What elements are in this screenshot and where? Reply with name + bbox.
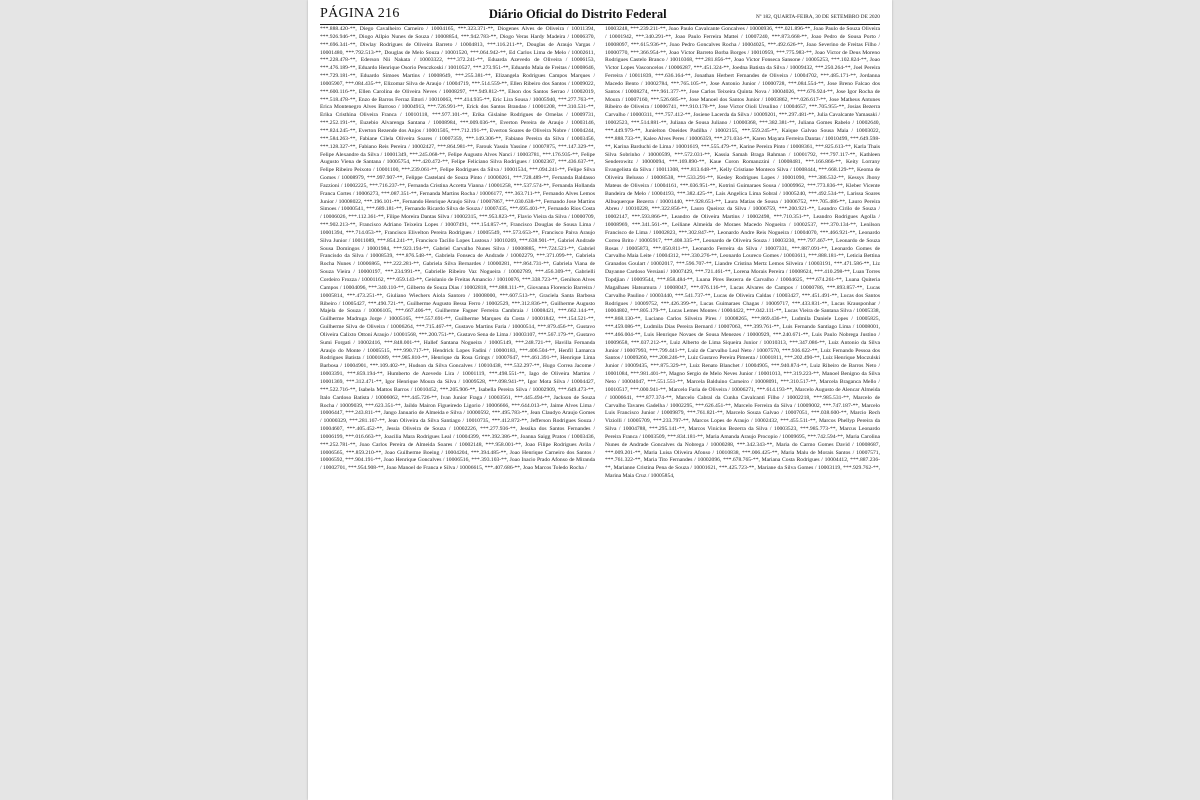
document-page [308, 0, 892, 800]
issue-info: Nº 182, QUARTA-FEIRA, 30 DE SETEMBRO DE 2020 [755, 14, 880, 20]
page-number: PÁGINA 216 [320, 6, 400, 21]
text-columns [320, 26, 880, 800]
text-column-right: 10003248, ***.239.211-**, Joao Paulo Cavalcante Goncalves / 10000936, ***.021.896-**, Joao Paulo de Souza Oliveira / 10001942, ***.340.291-**, Joao Paulo Ferreira Mattei / 10007240, ***.873.668-**, Joao Pedro de Sousa Porto / 10008097, ***.615.936-**, Joao Pedro Goncalves Rocha / 10004025, ***.492.626-**, Joao Severino de Freitas Filho / 10000770, ***.366.954-**, Joao Victor Barreto Borba Borges / 10010959, ***.775.983-**, Joao Victor de Deus Moreno Rodrigues Castelo Branco / 10010368, ***.281.856-**, Joao Victor Fonseca Sansone / 10005253, ***.102.824-**, Joao Victor Lopes Vasconcelos / 10006287, ***.451.324-**, Joedna Batista da Silva / 10009432, ***.250.264-**, Joel Pereira Ferreira / 10011839, ***.636.164-**, Jonathan Herbert Fernandes de Oliveira / 10004702, ***.485.171-**, Jordanna Macedo Bento / 10002784, ***.765.105-**, Jose Antonio Junior / 10000728, ***.084.554-**, Jose Breno Falcao dos Santos / 10008274, ***.961.377-**, Jose Carlos Teixeira Quinta Nova / 10004026, ***.676.924-**, Jose Igor Rocha de Moura / 10007160, ***.526.685-**, Jose Manoel dos Santos Junior / 10003862, ***.026.617-**, Jose Matheus Antunes Ribeiro de Oliveira / 10006741, ***.910.178-**, Jose Victor Oioli Ursulino / 10004657, ***.705.955-**, Josias Bezerra Carvalho / 10000311, ***.757.412-**, Josiene Lacerda da Silva / 10009201, ***.297.481-**, Julia Cavalcante Yamasaki / 10002523, ***.514.881-**, Juliana de Sousa Juliano / 10000368, ***.382.381-**, Juliana Gomes Rabelo / 10002640, ***.449.979-**, Junielton Oneides Padilha / 10002155, ***.559.245-**, Kaique Galvao Sousa Maia / 10003022, ***.888.733-**, Kaleo Alves Peres / 10006359, ***.271.034-**, Karen Mayara Ferreira Dantas / 10010499, ***.649.598-**, Karina Barduchi de Lima / 10001619, ***.555.479-**, Karine Pereira Pinto / 10008361, ***.825.613-**, Karla Thais Silva Sobrinho / 10000599, ***.572.031-**, Kassia Samah Braga Rahman / 10001792, ***.797.117-**, Kathleen Senderowitz / 10000094, ***.169.890-**, Kaue Coron Romanzzini / 10008481, ***.166.866-**, Keity Lorrany Evangelista da Silva / 10011308, ***.813.648-**, Kelly Cristiane Monteco Silva / 10008444, ***.668.129-**, Keoma de Oliveira Belusso / 10008538, ***.533.291-**, Kesley Rodrigues Lopes / 10001090, ***.386.532-**, Kessys Jhony Mateus de Oliveira / 10004161, ***.036.951-**, Kotrini Guimaraes Sousa / 10009962, ***.773.836-**, Kleber Vicente Bandeira de Melo / 10004193, ***.382.425-**, Lais Angelica Lima Sobral / 10005240, ***.492.534-**, Larissa Soares Albuquerque Bezerra / 10001440, ***.928.651-**, Laura Matias de Sousa / 10006752, ***.705.486-**, Lauro Pereira Abreu / 10010228, ***.322.856-**, Lauro Queiroz da Silva / 10006759, ***.200.921-**, Leandro Cirilo de Souza / 10002147, ***.593.866-**, Leandro de Oliveira Martins / 10002498, ***.710.351-**, Leandro Rodrigues Agolla / 10008969, ***.341.561-**, Leiliane Almeida de Moraes Macedo Nogueira / 10002537, ***.370.134-**, Lenilson Francisco de Lima / 10002823, ***.302.847-**, Leonardo Andre Reis Nogueira / 10004070, ***.466.921-**, Leonardo Correa Brito / 10005917, ***.408.335-**, Leonardo de Oliveira Souza / 10003230, ***.797.467-**, Leonardo de Souza Rosas / 10005873, ***.050.811-**, Leonardo Ferreira da Silva / 10007331, ***.887.091-**, Leonardo Gomes de Carvalho Maia Leite / 10004312, ***.330.276-**, Leonardo Loureco Gomes / 10003611, ***.888.181-**, Leticia Bettina Granados Goulart / 10002017, ***.596.707-**, Liandre Cristina Mertz Lemos Silveira / 10003191, ***.471.586-**, Liz Dayanne Cardoso Versiani / 10007429, ***.721.461-**, Lorena Morais Pereira / 10008624, ***.410.298-**, Luan Torres Topdjian / 10009544, ***.858.484-**, Luana Pires Bezerra de Carvalho / 10004625, ***.674.261-**, Luana Quiteria Magalhaes Hatsumura / 10008047, ***.076.116-**, Lucas Alvares de Campos / 10000786, ***.893.857-**, Lucas Carvalho Paulino / 10003440, ***.541.737-**, Lucas de Oliveira Caldas / 10003427, ***.451.491-**, Lucas dos Santos Rodrigues / 10009752, ***.426.399-**, Lucas Guimaraes Chagas / 10009717, ***.433.831-**, Lucas Krausponhar / 10004802, ***.805.179-**, Lucas Lemes Montes / 10004422, ***.042.111-**, Lucas Vieira de Santana Silva / 10005338, ***.868.130-**, Luciano Carlos Silveira Pires / 10008265, ***.869.436-**, Ludmila Daniele Lopes / 10005825, ***.459.086-**, Ludmila Dias Pereira Bernard / 10007063, ***.399.761-**, Luis Fernando Santiago Lima / 10008001, ***.466.004-**, Luis Henrique Novaes de Sousa Menezes / 10000929, ***.240.671-**, Luis Paulo Nobrega Justino / 10009658, ***.037.212-**, Luiz Alberto de Lima Siqueira Junior / 10010313, ***.347.086-**, Luiz Antonio da Silva Junior / 10007993, ***.799.441-**, Luiz de Carvalho Leal Neto / 10007570, ***.936.622-**, Luiz Fernando Pessoa dos Santos / 10009260, ***.208.246-**, Luiz Gustavo Pereira Pimenta / 10001811, ***.202.490-**, Luiz Henrique Moczulski Junior / 10009435, ***.875.329-**, Luiz Renato Blanchet / 10004905, ***.940.874-**, Luiz Ribeiro de Barros Neto / 10001084, ***.981.401-**, Magno Sergio de Melo Neves Junior / 10001013, ***.319.223-**, Manoel Benigno da Silva Neto / 10004047, ***.551.551-**, Marcela Balduino Carneiro / 10008091, ***.310.517-**, Marcela Braganca Mello / 10010517, ***.000.941-**, Marcelo Faria de Oliveira / 10006271, ***.614.193-**, Marcelo Augusto de Alencar Almeida / 10006641, ***.877.374-**, Marcelo Cabral da Cunha Cavalcanti Filho / 10002218, ***.985.531-**, Marcelo de Carvalho Tavares Gadelha / 10002295, ***.626.451-**, Marcelo Ferreira da Silva / 10009002, ***.747.187-**, Marcelo Luis Francisco Junior / 10009879, ***.761.821-**, Marcelo Souza Galvao / 10007051, ***.038.600-**, Marcio Rech Viziolli / 10005709, ***.233.797-**, Marcos Lopes de Araujo / 10002432, ***.455.511-**, Marcos Phellyp Pereira da Silva / 10004788, ***.295.141-**, Marcos Vinicius Bezerra da Silva / 10003523, ***.985.773-**, Marcus Leonardo Pereira Franca / 10003509, ***.834.181-**, Maria Amanda Araujo Procopio / 10009695, ***.742.594-**, Maria Carolina Nunes de Andrade Goncalves da Nobrega / 10000288, ***.342.343-**, Maria do Carmo Gomes David / 10008687, ***.009.201-**, Maria Luisa Oliveira Afonso / 10010838, ***.006.425-**, Maria Malu de Morais Santos / 10007571, ***.761.322-**, Maria Tito Fernandes / 10002096, ***.678.765-**, Mariana Costa Rodrigues / 10004412, ***.887.236-**, Marianne Cristina Pena de Souza / 10001621, ***.425.723-**, Mariane da Silva Gomes / 10003119, ***.929.762-**, Marina Maia Cruz / 10005854, [605, 26, 880, 480]
text-column-left: ***.888.420-**, Diego Cavalheiro Carneiro / 10004165, ***.323.371-**, Diogenes Alves de Oliveira / 10011394, ***.926.946-**, Diogo Allpio Nunes de Souza / 10008854, ***.942.783-**, Diogo Veras Hardy Madeira / 10006370, ***.696.341-**, Diwlay Rodrigues de Oliveira Barreto / 10004813, ***.116.211-**, Douglas de Araujo Vargas / 10001480, ***.792.513-**, Douglas de Melo Souza / 10001520, ***.064.942-**, Ed Carlos Lima de Melo / 10002611, ***.228.478-**, Ederson Nii Nakata / 10003322, ***.372.241-**, Eduarda Azevedo de Oliveira / 10006153, ***.476.189-**, Eduardo Henrique Osorio Penczkoski / 10010527, ***.273.951-**, Eduardo Maia de Freitas / 10008646, ***.729.181-**, Eduardo Simoes Martins / 10008649, ***.255.381-**, Elizangela Rodrigues Campos Marques / 10005907, ***.084.435-**, Elizomar Silva de Araujo / 10004719, ***.514.559-**, Ellen Ribeiro dos Santos / 10009022, ***.600.116-**, Ellen Carolina de Oliveira Neves / 10008297, ***.949.812-**, Elson dos Santos Serrao / 10002019, ***.518.478-**, Enzo de Barros Ferraz Ettori / 10010063, ***.414.935-**, Eric Lira Sousa / 10005940, ***.277.763-**, Erica Montenegro Alves Barroso / 10004913, ***.726.991-**, Erick dos Santos Brandao / 10001208, ***.310.531-**, Erika Cristhina Oliveira Franca / 10010118, ***.977.101-**, Erika Gislaine Rodrigues de Ornelas / 10009731, ***.252.191-**, Euzebio Alvarenga Santana / 10008984, ***.009.036-**, Everton Pereira de Araujo / 10003146, ***.824.245-**, Everton Rezende dos Anjos / 10001505, ***.712.191-**, Everton Soares de Oliveira Nobre / 10004244, ***.584.263-**, Fabiane Cilela Oliveira Soares / 10007359, ***.149.306-**, Fabiano Pereira da Silva / 10003456, ***.128.327-**, Fabiano Reis Pereira / 10002427, ***.864.981-**, Farouk Yassin Yassine / 10007875, ***.147.329-**, Felipe Alexandre da Silva / 10001349, ***.245.068-**, Felipe Augusto Alves Nanci / 10003781, ***.176.935-**, Felipe Augusto Viena de Santana / 10005754, ***.420.472-**, Felipe Feliciano Silva Rodrigues / 10002367, ***.436.637-**, Felipe Ribeiro Peixoto / 10001100, ***.239.061-**, Felipe Rodrigues da Silva / 10001534, ***.094.241-**, Felipe Silva Gomes / 10008979, ***.997.907-**, Felippe Castelani de Souza Pinto / 10000261, ***.728.489-**, Fernanda Baldasso Fazzioni / 10002225, ***.716.237-**, Fernanda Cristina Accetta Vianna / 10001258, ***.537.574-**, Fernanda Hollanda Franca Cortes / 10006273, ***.087.351-**, Fernanda Martins Rocha / 10006177, ***.363.711-**, Fernando Alves Lemos Junior / 10008022, ***.196.101-**, Fernando Henrique Araujo Silva / 10007867, ***.030.638-**, Fernando Jose Martins Simoes / 10000541, ***.689.181-**, Fernando Ricardo Silva de Souza / 10007435, ***.695.401-**, Fernando Rios Costa / 10006026, ***.112.361-**, Filipe Moreira Dantas Silva / 10002315, ***.953.823-**, Flavio Vieira da Silva / 10000709, ***.902.213-**, Francisco Adriano Teixeira Lopes / 10007491, ***.154.857-**, Francisco Douglas de Sousa Lima / 10001394, ***.714.053-**, Francisco Elivelton Pereira Rodrigues / 10005549, ***.573.653-**, Francisco Paiva Araujo Silva Junior / 10011089, ***.854.241-**, Francisco Tacilio Lopes Lustosa / 10010269, ***.638.901-**, Gabriel Andrade Sousa Domingos / 10001984, ***.923.194-**, Gabriel Carvalho Nunes Silva / 10008885, ***.724.521-**, Gabriel Francisdo da Silva / 10008539, ***.876.548-**, Gabriela Fonseca de Andrade / 10002279, ***.371.099-**, Gabriela Rocha Nunes / 10006865, ***.222.281-**, Gabriela Silva Bernardes / 10000281, ***.864.731-**, Gabriela Viana de Souza Vieira / 10000197, ***.234.991-**, Gabrielle Ribeiro Vaz Nogueira / 10002789, ***.456.309-**, Gabrielli Cordeiro Frozza / 10001162, ***.059.143-**, Geislanio de Freitas Amancio / 10010076, ***.338.723-**, Genilson Alves Campos / 10004096, ***.340.110-**, Gilberto de Souza Dias / 10002818, ***.888.111-**, Giovanna Florencio Barreira / 10005814, ***.473.251-**, Giuliano Wiechers Aiola Santoro / 10008000, ***.607.513-**, Graciela Santa Barbosa Ribeiro / 10005427, ***.490.721-**, Guilherme Augusto Bessa Ferro / 10002529, ***.312.836-**, Guilherme Augusto Majela de Souza / 10006105, ***.667.406-**, Guilherme Fagner Ferreira Cambraia / 10008421, ***.662.144-**, Guilherme Madruga Jorge / 10005165, ***.557.691-**, Guilherme Marques da Costa / 10001842, ***.154.521-**, Guilherme Silva de Oliveira / 10006264, ***.715.467-**, Gustavo Martins Faria / 10000514, ***.879.456-**, Gustavo Oliveira Calixto Ottoni Araujo / 10001568, ***.200.751-**, Gustavo Sena de Lima / 10003107, ***.567.179-**, Gustavo Sumi Forgati / 10002416, ***.848.001-**, Hallef Santana Nogueira / 10005149, ***.248.721-**, Havilla Fernanda Araujo do Monte / 10005515, ***.990.717-**, Hendrick Lopes Fadini / 10000183, ***.406.504-**, Henfil Lamarca Rodrigues Batista / 10001089, ***.985.810-**, Henrique da Rosa Grings / 10007647, ***.461.391-**, Henrique Lima Barbosa / 10004901, ***.109.402-**, Hudson da Silva Goncalves / 10010438, ***.532.297-**, Hugo Correa Jacome / 10003391, ***.859.194-**, Humberto de Azevedo Lira / 10001119, ***.498.551-**, Iago de Oliveira Martins / 10001369, ***.312.471-**, Igor Henrique Moura da Silva / 10009528, ***.098.941-**, Igor Mota Silva / 10004427, ***.522.716-**, Isabela Mattos Barros / 10010452, ***.205.906-**, Isabella Pereira Silva / 10002909, ***.649.473-**, Italo Cardoso Batista / 10006062, ***.445.726-**, Ivan Junior Fraga / 10003561, ***.445.494-**, Jackson de Souza Rocha / 10009039, ***.623.351-**, Jaildo Mairon Figueiredo Ligorio / 10006666, ***.644.013-**, Jaime Alves Lima / 10006447, ***.243.811-**, Jango Januario de Almeida e Silva / 10000592, ***.495.783-**, Jean Claudyo Araujo Gomes / 10000329, ***.281.167-**, Jean Oliveira da Silva Santiago / 10010735, ***.412.872-**, Jefferson Rodrigues Souza / 10004607, ***.405.452-**, Jessia Oliveira de Souza / 10002226, ***.277.936-**, Jessika dos Santos Fernandes / 10006199, ***.016.663-**, Joacilia Mara Rodrigues Leal / 10004399, ***.392.386-**, Joanna Saigg Pratos / 10003436, ***.252.781-**, Joao Carlos Pereira de Almeida Soares / 10002148, ***.958.001-**, Joao Filipe Rodrigues Avila / 10006565, ***.859.210-**, Joao Guilherme Boeing / 10004204, ***.394.485-**, Joao Henrique Carneiro dos Santos / 10006592, ***.904.191-**, Joao Henrique Goncalves / 10006516, ***.393.103-**, Joao Inacio Prado Afonso de Miranda / 10002701, ***.954.908-**, Joao Manoel de Franca e Silva / 10006615, ***.407.686-**, Joao Marcos Toledo Rocha / [320, 26, 595, 472]
page-header [320, 4, 880, 25]
journal-title: Diário Oficial do Distrito Federal [488, 7, 667, 21]
